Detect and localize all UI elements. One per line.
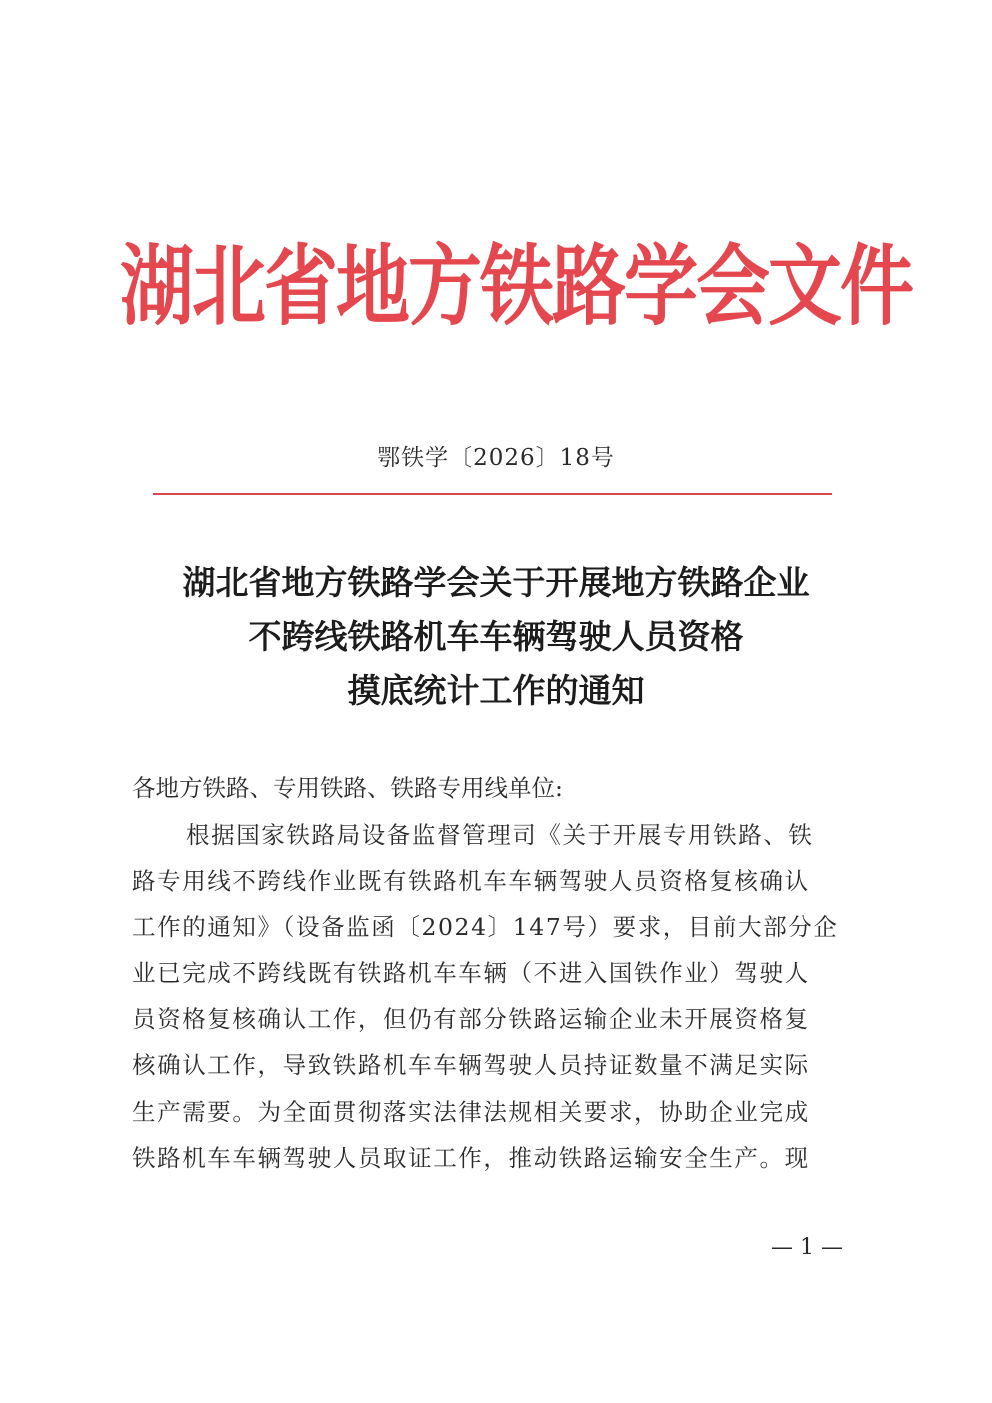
body-line: 核确认工作，导致铁路机车车辆驾驶人员持证数量不满足实际 [132,1051,810,1080]
page-number: — 1 — [771,1235,843,1260]
body-line: 路专用线不跨线作业既有铁路机车车辆驾驶人员资格复核确认 [132,867,810,896]
document-number: 鄂铁学〔2026〕18号 [377,445,615,471]
body-line: 工作的通知》（设备监函〔2024〕147号）要求，目前大部分企 [132,913,839,942]
body-line: 生产需要。为全面贯彻落实法律法规相关要求，协助企业完成 [132,1097,810,1126]
salutation: 各地方铁路、专用铁路、铁路专用线单位: [132,774,563,802]
body-paragraph [132,812,852,1181]
notice-title-line: 摸底统计工作的通知 [347,671,645,710]
notice-title [100,556,892,718]
notice-title-line: 不跨线铁路机车车辆驾驶人员资格 [248,617,744,656]
masthead-title: 湖北省地方铁路学会文件 [120,236,912,338]
body-line: 员资格复核确认工作，但仍有部分铁路运输企业未开展资格复 [132,1005,810,1034]
body-line: 业已完成不跨线既有铁路机车车辆（不进入国铁作业）驾驶人 [132,959,810,988]
red-divider-line [153,493,832,495]
body-line: 根据国家铁路局设备监督管理司《关于开展专用铁路、铁 [186,821,814,849]
body-line: 铁路机车车辆驾驶人员取证工作，推动铁路运输安全生产。现 [132,1143,810,1172]
notice-title-line: 湖北省地方铁路学会关于开展地方铁路企业 [182,563,810,602]
